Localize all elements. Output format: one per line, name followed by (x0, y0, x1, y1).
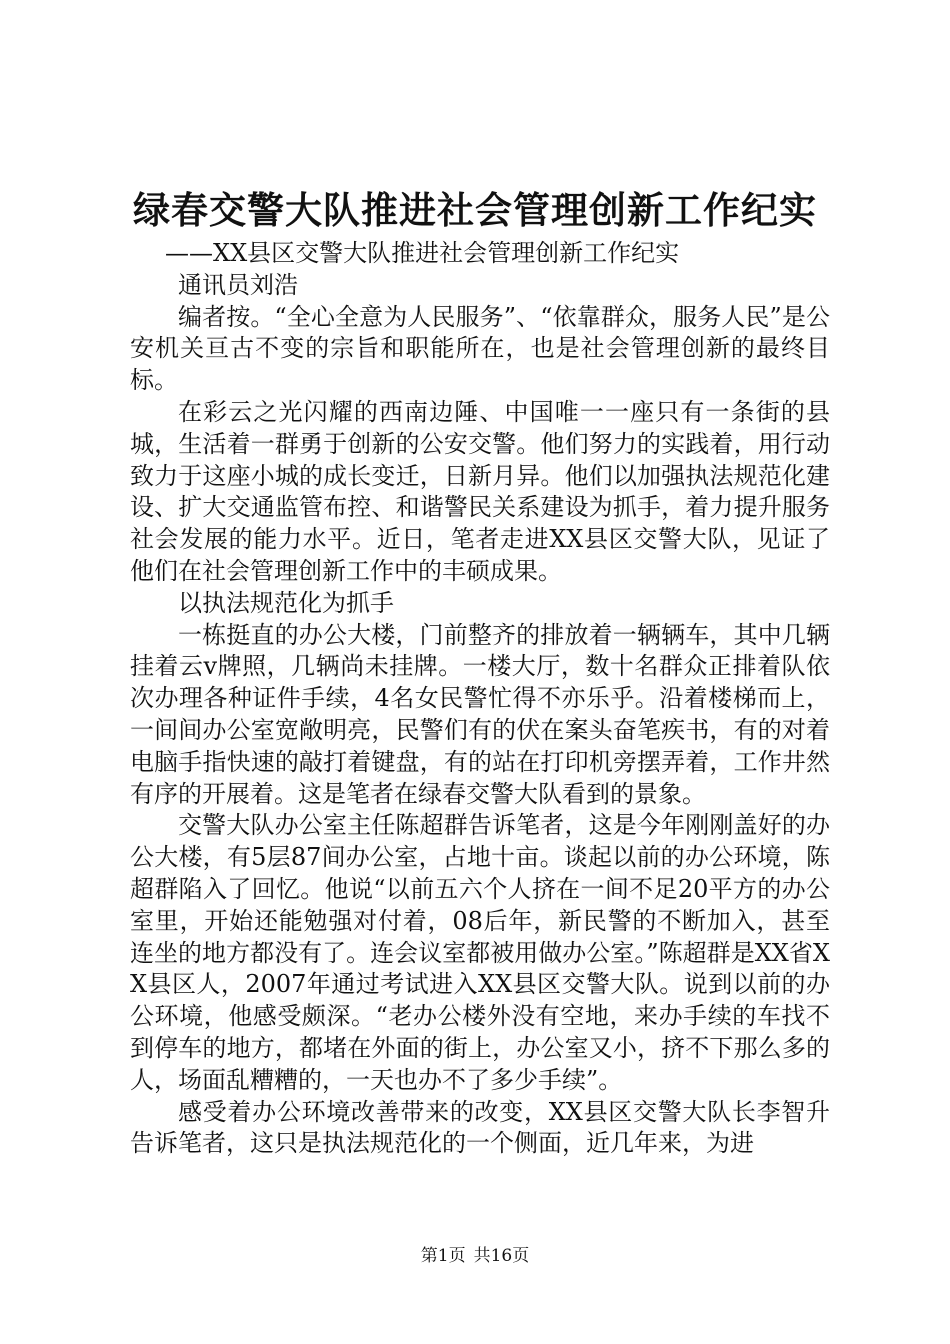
paragraph-captain: 感受着办公环境改善带来的改变，XX县区交警大队长李智升告诉笔者，这只是执法规范化的一个侧面，近几年来，为进 (130, 1097, 830, 1158)
document-body (130, 238, 830, 1160)
section-heading: 以执法规范化为抓手 (178, 588, 394, 617)
page-number: 第1页 (420, 1246, 466, 1266)
paragraph-office-director: 交警大队办公室主任陈超群告诉笔者，这是今年刚刚盖好的办公大楼，有5层87间办公室，占地十亩。谈起以前的办公环境，陈超群陷入了回忆。他说“以前五六个人挤在一间不足20平方的办公室里，开始还能勉强对付着，08后年，新民警的不断加入，甚至连坐的地方都没有了。连会议室都被用做办公室。”陈超群是XX省XX县区人，2007年通过考试进入XX县区交警大队。说到以前的办公环境，他感受颇深。“老办公楼外没有空地，来办手续的车找不到停车的地方，都堵在外面的街上，办公室又小，挤不下那么多的人，场面乱糟糟的，一天也办不了多少手续”。 (130, 811, 830, 1094)
document-title: 绿春交警大队推进社会管理创新工作纪实 (133, 188, 817, 232)
paragraph-intro: 在彩云之光闪耀的西南边陲、中国唯一一座只有一条街的县城，生活着一群勇于创新的公安交警。他们努力的实践着，用行动致力于这座小城的成长变迁，日新月异。他们以加强执法规范化建设、扩大交通监管布控、和谐警民关系建设为抓手，着力提升服务社会发展的能力水平。近日，笔者走进XX县区交警大队，见证了他们在社会管理创新工作中的丰硕成果。 (130, 397, 830, 585)
page-total: 共16页 (473, 1246, 530, 1266)
document-subtitle: ——XX县区交警大队推进社会管理创新工作纪实 (165, 239, 680, 267)
paragraph-editor-note: 编者按。“全心全意为人民服务”、“依靠群众，服务人民”是公安机关亘古不变的宗旨和职能所在，也是社会管理创新的最终目标。 (130, 302, 830, 395)
page-footer (0, 1244, 950, 1268)
paragraph-office-building: 一栋挺直的办公大楼，门前整齐的排放着一辆辆车，其中几辆挂着云v牌照，几辆尚未挂牌。一楼大厅，数十名群众正排着队依次办理各种证件手续，4名女民警忙得不亦乐乎。沿着楼梯而上，一间间办公室宽敞明亮，民警们有的伏在案头奋笔疾书，有的对着电脑手指快速的敲打着键盘，有的站在打印机旁摆弄着，工作井然有序的开展着。这是笔者在绿春交警大队看到的景象。 (130, 620, 830, 808)
byline: 通讯员刘浩 (178, 270, 298, 299)
